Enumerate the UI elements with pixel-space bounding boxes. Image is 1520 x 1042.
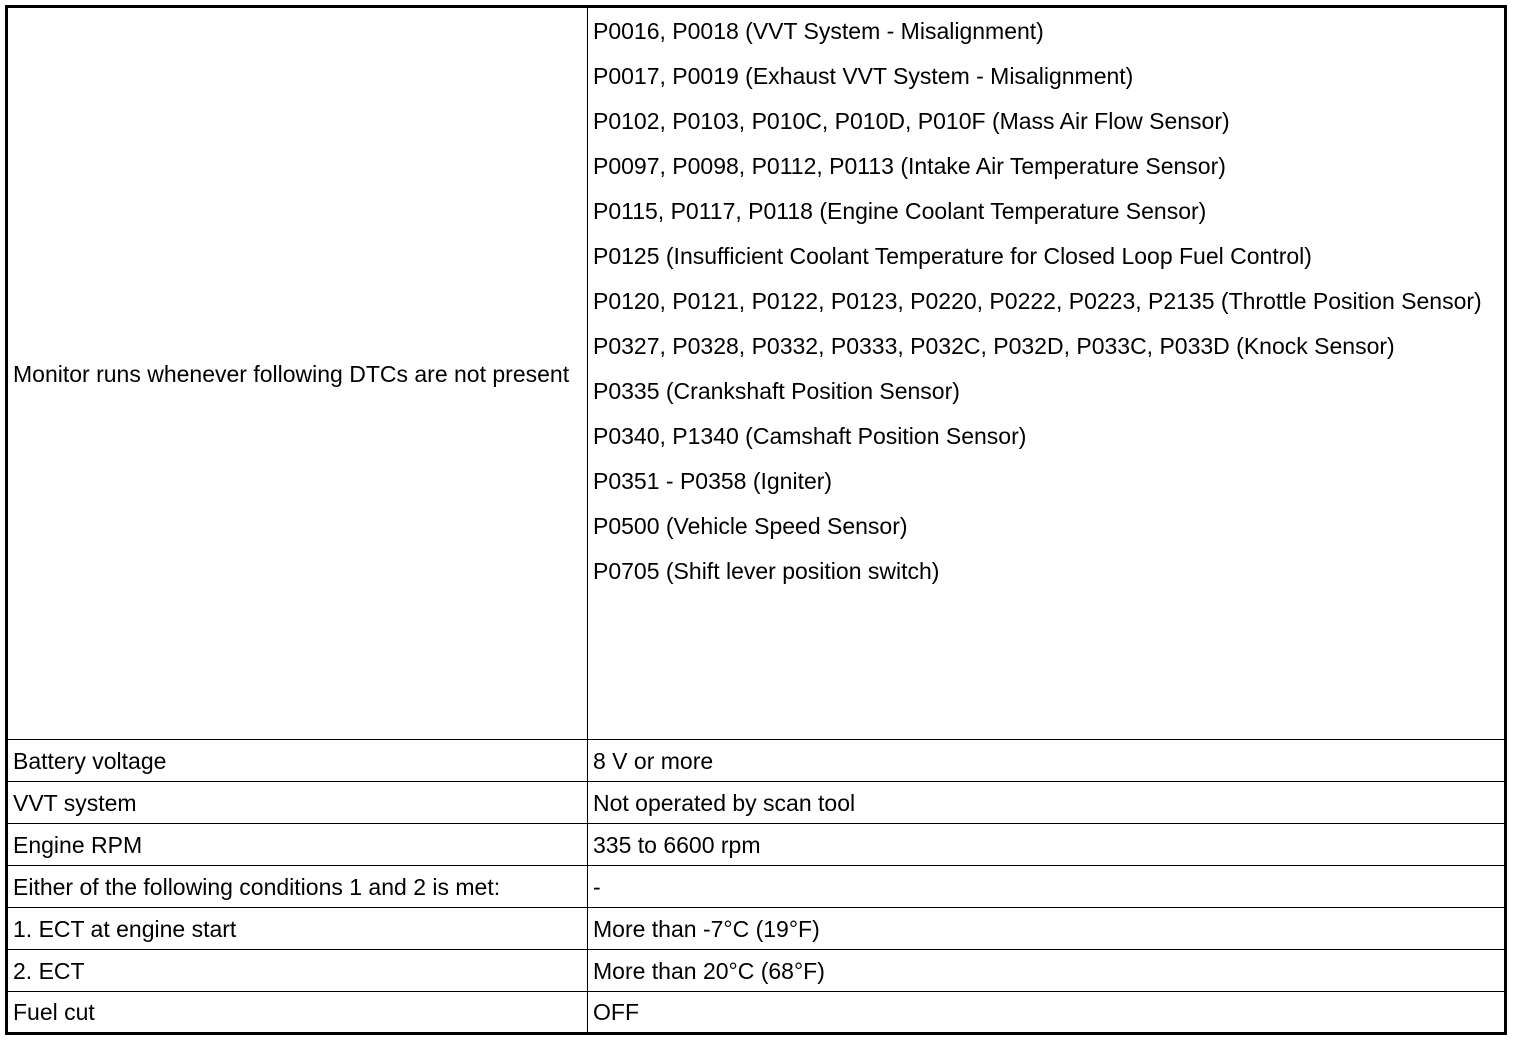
table-row <box>7 740 1506 782</box>
condition-label: VVT system <box>7 782 588 824</box>
dtc-item: P0340, P1340 (Camshaft Position Sensor) <box>593 423 1027 449</box>
dtc-item: P0335 (Crankshaft Position Sensor) <box>593 378 960 404</box>
dtc-item: P0500 (Vehicle Speed Sensor) <box>593 513 908 539</box>
condition-value: 335 to 6600 rpm <box>588 824 1506 866</box>
condition-value: More than 20°C (68°F) <box>588 950 1506 992</box>
condition-label: 1. ECT at engine start <box>7 908 588 950</box>
dtc-item: P0327, P0328, P0332, P0333, P032C, P032D, P033C, P033D (Knock Sensor) <box>593 333 1395 359</box>
dtc-item: P0017, P0019 (Exhaust VVT System - Misalignment) <box>593 63 1134 89</box>
dtc-condition-label: Monitor runs whenever following DTCs are not present <box>7 7 588 740</box>
table-row <box>7 908 1506 950</box>
table-row <box>7 992 1506 1034</box>
dtc-item: P0351 - P0358 (Igniter) <box>593 468 833 494</box>
conditions-table <box>5 5 1507 1035</box>
dtc-item: P0102, P0103, P010C, P010D, P010F (Mass Air Flow Sensor) <box>593 108 1230 134</box>
dtc-list-cell <box>588 7 1506 740</box>
dtc-list <box>593 16 1499 586</box>
condition-value: Not operated by scan tool <box>588 782 1506 824</box>
table-row-dtc <box>7 7 1506 740</box>
table-row <box>7 950 1506 992</box>
table-row <box>7 782 1506 824</box>
condition-label: 2. ECT <box>7 950 588 992</box>
condition-label: Battery voltage <box>7 740 588 782</box>
table-row <box>7 824 1506 866</box>
dtc-item: P0705 (Shift lever position switch) <box>593 558 940 584</box>
dtc-item: P0016, P0018 (VVT System - Misalignment) <box>593 18 1044 44</box>
condition-label: Engine RPM <box>7 824 588 866</box>
condition-value: - <box>588 866 1506 908</box>
dtc-item: P0125 (Insufficient Coolant Temperature for Closed Loop Fuel Control) <box>593 243 1312 269</box>
dtc-item: P0120, P0121, P0122, P0123, P0220, P0222, P0223, P2135 (Throttle Position Sensor) <box>593 288 1482 314</box>
dtc-item: P0097, P0098, P0112, P0113 (Intake Air Temperature Sensor) <box>593 153 1226 179</box>
condition-label: Fuel cut <box>7 992 588 1034</box>
condition-label: Either of the following conditions 1 and 2 is met: <box>7 866 588 908</box>
table-row <box>7 866 1506 908</box>
condition-value: OFF <box>588 992 1506 1034</box>
condition-value: More than -7°C (19°F) <box>588 908 1506 950</box>
condition-value: 8 V or more <box>588 740 1506 782</box>
dtc-item: P0115, P0117, P0118 (Engine Coolant Temperature Sensor) <box>593 198 1207 224</box>
